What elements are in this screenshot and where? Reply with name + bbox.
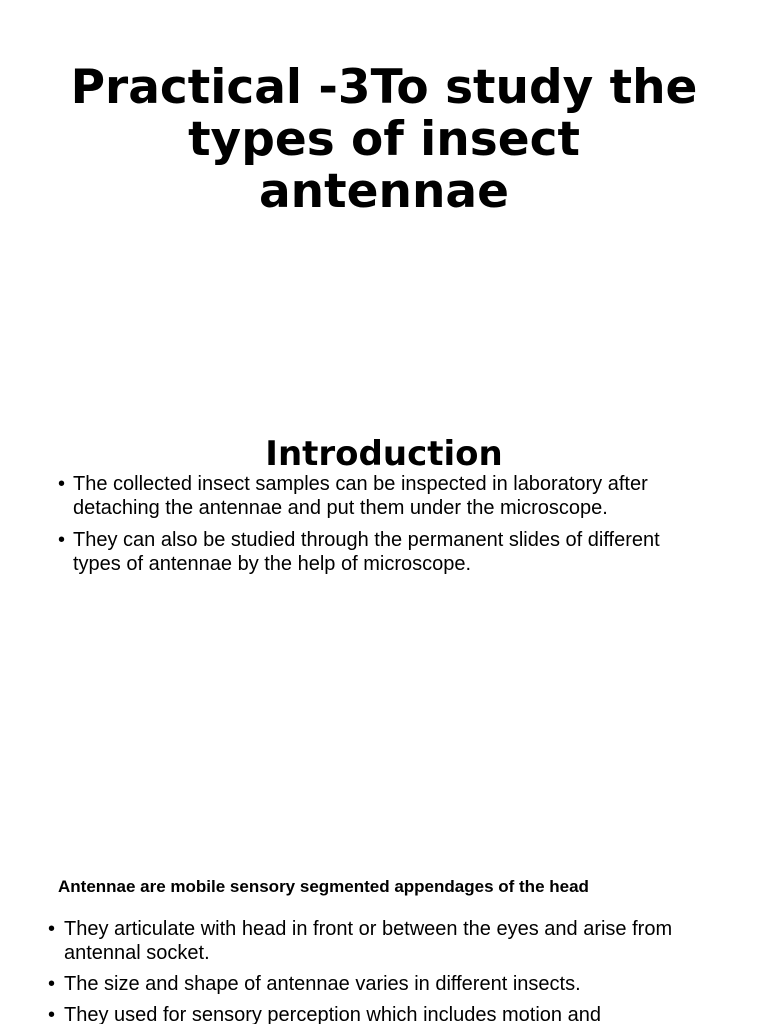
bullet-item (48, 972, 738, 996)
bullet-dot-icon: • (48, 1004, 56, 1024)
bullet-text: They articulate with head in front or between the eyes and arise from antennal socket. (64, 918, 673, 964)
bullet-text: They can also be studied through the permanent slides of different types of antennae by the help of microscope. (73, 529, 660, 575)
bullet-item (48, 1003, 738, 1024)
bullet-dot-icon: • (48, 918, 56, 940)
antennae-bullet-list (48, 917, 738, 1024)
bullet-item (58, 472, 708, 520)
bullet-item (58, 528, 708, 576)
bullet-text: The size and shape of antennae varies in different insects. (64, 973, 581, 995)
bullet-dot-icon: • (58, 529, 66, 551)
bullet-dot-icon: • (48, 973, 56, 995)
antennae-heading: Antennae are mobile sensory segmented appendages of the head (58, 877, 589, 896)
introduction-heading: Introduction (265, 434, 503, 474)
slide-antennae-definition (0, 860, 768, 1024)
introduction-bullet-list (58, 472, 708, 584)
bullet-text: The collected insect samples can be inspected in laboratory after detaching the antennae and put them under the microscope. (73, 473, 648, 519)
slide-title (0, 0, 768, 400)
bullet-text: They used for sensory perception which includes motion and (64, 1004, 601, 1024)
slide-introduction (0, 420, 768, 840)
bullet-dot-icon: • (58, 473, 66, 495)
practical-title: Practical -3To study the types of insect antennae (70, 60, 698, 219)
bullet-item (48, 917, 738, 965)
